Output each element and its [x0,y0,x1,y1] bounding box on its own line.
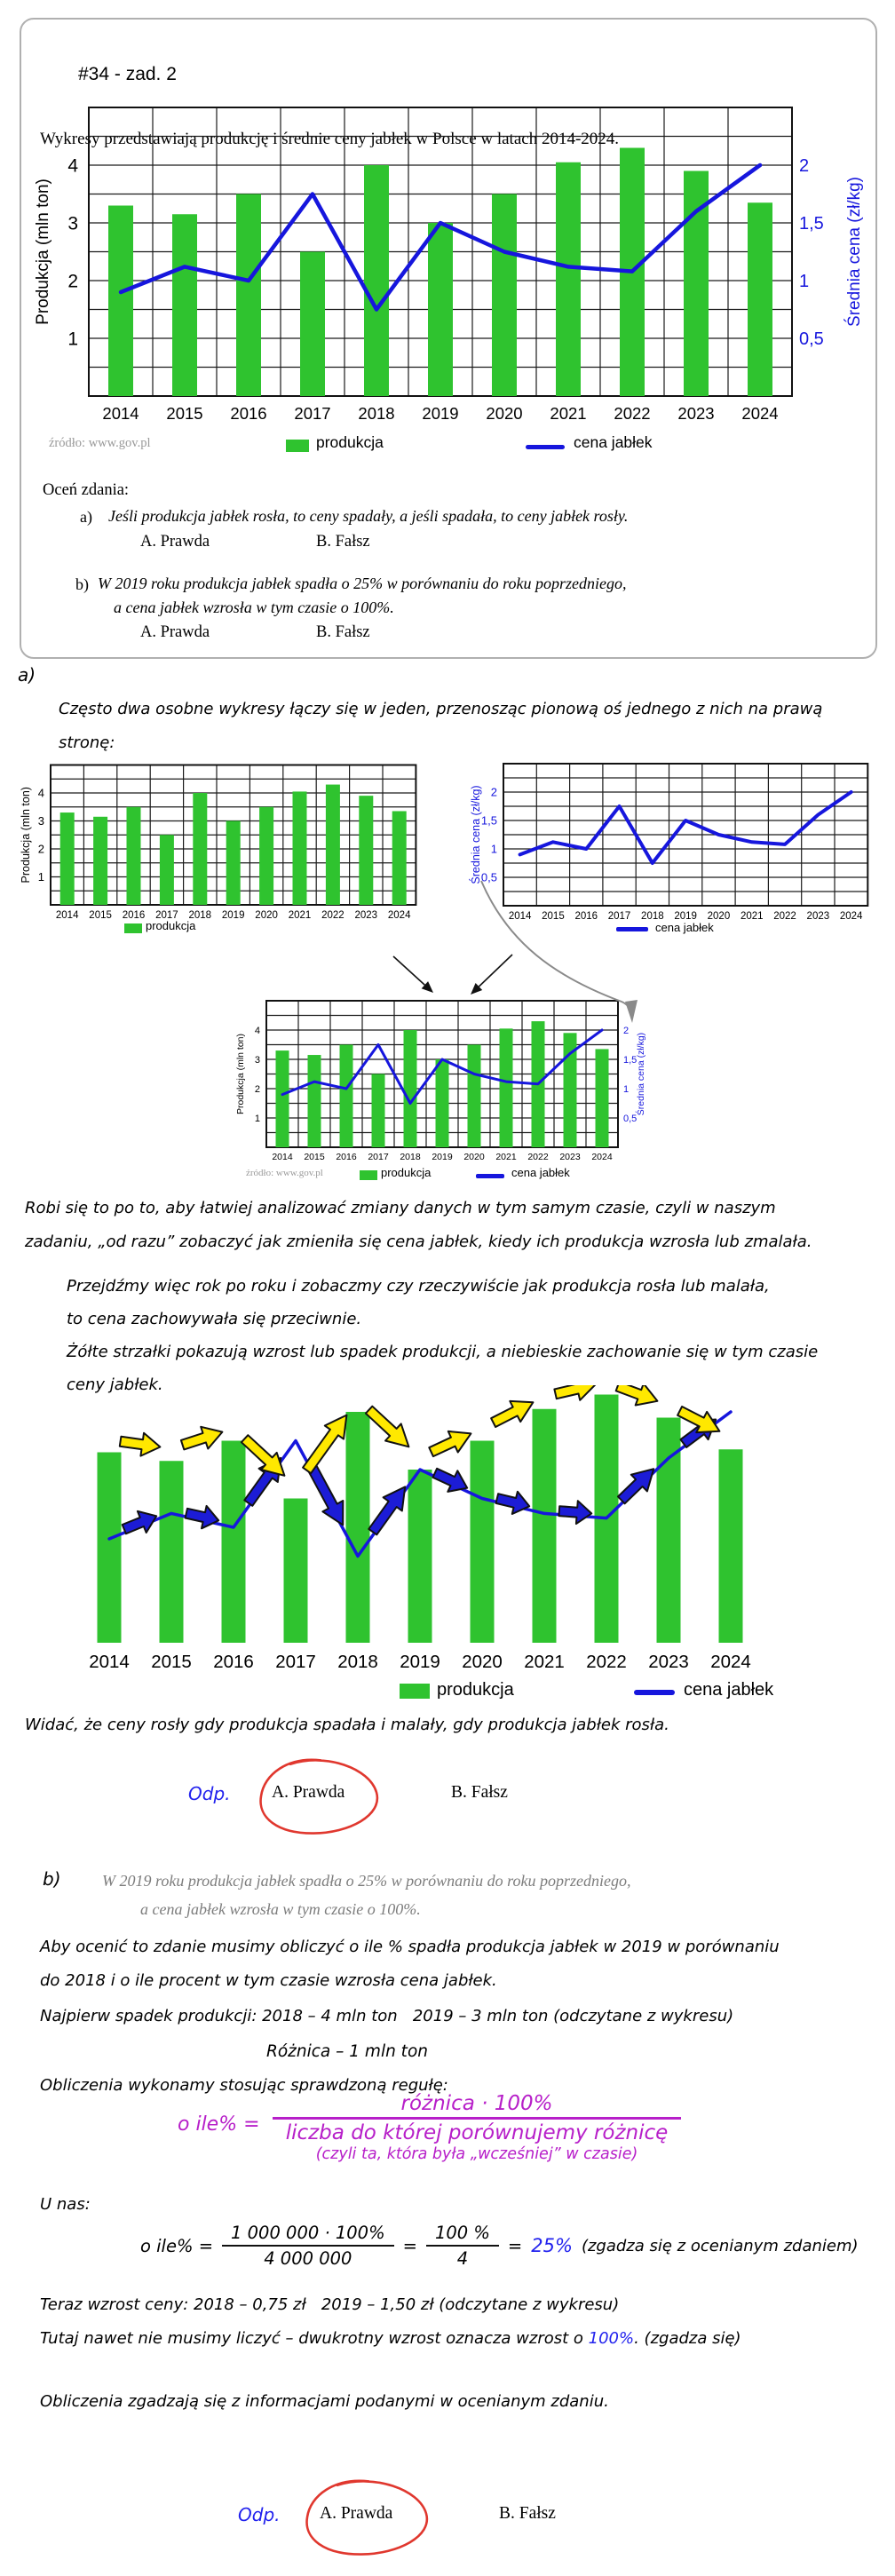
svg-text:0,5: 0,5 [480,870,497,884]
section-a-intro2: stronę: [59,733,115,752]
legend-cena-swatch [634,1690,675,1695]
odp-label: Odp. [238,2504,281,2525]
section-b-nocalc-line [40,2329,741,2348]
svg-text:2021: 2021 [740,911,764,922]
svg-text:2020: 2020 [462,1652,503,1672]
svg-text:2021: 2021 [288,910,312,921]
combined-chart [18,100,884,422]
nocalc-highlight: 100% [588,2329,635,2348]
section-a-step1: Przejdźmy więc rok po roku i zobaczmy czy rzeczywiście jak produkcja rosła lub malała, [67,1277,770,1296]
section-b-price-line: Teraz wzrost ceny: 2018 – 0,75 zł 2019 – 1,50 zł (odczytane z wykresu) [40,2295,620,2314]
svg-text:Produkcja (mln ton): Produkcja (mln ton) [235,1033,246,1115]
answer-a-falsz: B. Fałsz [451,1783,508,1802]
chart-source: źródło: www.gov.pl [49,436,151,450]
nocalc-pre: Tutaj nawet nie musimy liczyć – dwukrotny wzrost oznacza wzrost o [40,2329,589,2348]
svg-text:2020: 2020 [707,911,731,922]
svg-text:Produkcja (mln ton): Produkcja (mln ton) [20,787,32,884]
arrows-chart [67,1385,848,1707]
legend-cena-label: cena jabłek [684,1680,774,1700]
svg-text:2024: 2024 [591,1152,613,1162]
calc-frac2-num: 100 % [426,2223,499,2247]
svg-text:Średnia cena (zł/kg): Średnia cena (zł/kg) [636,1032,646,1116]
svg-text:2018: 2018 [337,1652,378,1672]
legend-cena-swatch [526,445,565,449]
section-a-intro1: Często dwa osobne wykresy łączy się w jeden, przenosząc pionową oś jednego z nich na prawą [59,700,823,718]
legend-produkcja-label: produkcja [437,1680,514,1700]
formula-numerator: różnica · 100% [273,2092,681,2120]
svg-text:1: 1 [490,842,497,856]
calc-frac1-num: 1 000 000 · 100% [222,2223,394,2247]
formula-lhs: o ile% = [178,2113,260,2136]
svg-text:2017: 2017 [155,910,178,921]
svg-text:2: 2 [490,785,497,799]
svg-text:2: 2 [254,1083,260,1095]
svg-text:Średnia cena (zł/kg): Średnia cena (zł/kg) [470,785,482,884]
svg-text:2019: 2019 [400,1652,440,1672]
svg-text:2014: 2014 [102,404,139,422]
svg-text:2016: 2016 [122,910,146,921]
svg-text:1: 1 [254,1113,260,1124]
a-option-prawda: A. Prawda [140,533,210,551]
svg-text:4: 4 [254,1025,260,1036]
section-a-step3: Żółte strzałki pokazują wzrost lub spadek produkcji, a niebieskie zachowanie się w tym czasie [67,1343,819,1361]
svg-text:2014: 2014 [508,911,532,922]
merge-arrow-left [393,956,433,993]
svg-text:3: 3 [254,1054,260,1066]
svg-text:2023: 2023 [559,1152,581,1162]
answer-b-falsz: B. Fałsz [499,2504,556,2523]
svg-text:1: 1 [37,870,44,884]
odp-label: Odp. [188,1783,231,1804]
calc-frac1-den: 4 000 000 [264,2248,352,2269]
legend-cena-label: cena jabłek [511,1166,570,1179]
legend-produkcja-swatch [360,1170,377,1180]
svg-text:2024: 2024 [710,1652,751,1672]
svg-text:0,5: 0,5 [623,1113,638,1124]
price-chart [469,750,886,928]
svg-text:2: 2 [37,842,44,856]
ocen-zdania: Oceń zdania: [43,481,130,499]
svg-text:2021: 2021 [524,1652,565,1672]
svg-text:2023: 2023 [806,911,830,922]
task-title: Wykresy przedstawiają produkcję i średnie ceny jabłek w Polsce w latach 2014-2024. [40,130,620,148]
section-b-unas: U nas: [40,2195,91,2214]
calc-result: 25% [531,2235,573,2256]
svg-text:2021: 2021 [495,1152,517,1162]
legend-cena-swatch [476,1174,504,1178]
svg-text:2022: 2022 [586,1652,627,1672]
calc-note: (zgadza się z ocenianym zdaniem) [581,2236,859,2255]
section-b-quote1: W 2019 roku produkcja jabłek spadła o 25% w porównaniu do roku poprzedniego, [102,1872,631,1890]
svg-text:2020: 2020 [463,1152,485,1162]
svg-text:4: 4 [67,155,78,177]
a-option-falsz: B. Fałsz [316,533,370,551]
chart-source: źródło: www.gov.pl [246,1168,323,1178]
svg-text:2019: 2019 [422,404,459,422]
svg-text:1,5: 1,5 [623,1054,638,1066]
svg-text:2022: 2022 [773,911,796,922]
svg-text:2022: 2022 [527,1152,549,1162]
b-option-falsz: B. Fałsz [316,623,370,641]
svg-text:2017: 2017 [275,1652,316,1672]
legend-produkcja-label: produkcja [381,1166,432,1179]
svg-text:2015: 2015 [89,910,112,921]
svg-text:2023: 2023 [677,404,715,422]
svg-text:1: 1 [67,329,78,350]
svg-text:0,5: 0,5 [799,329,824,349]
section-a-conclusion: Widać, że ceny rosły gdy produkcja spadała i malały, gdy produkcja jabłek rosła. [25,1716,669,1734]
svg-text:2: 2 [623,1025,630,1036]
formula-denominator: liczba do której porównujemy różnicę [285,2121,669,2144]
section-a-step2: to cena zachowywała się przeciwnie. [67,1310,362,1328]
svg-text:2024: 2024 [839,911,863,922]
section-b-label: b) [43,1868,61,1890]
section-a-merged1: Robi się to po to, aby łatwiej analizować zmiany danych w tym samym czasie, czyli w naszym [25,1199,776,1217]
section-a-merged2: zadaniu, „od razu” zobaczyć jak zmieniła się cena jabłek, kiedy ich produkcja wzrosła lub zmalała. [25,1233,812,1251]
svg-text:2015: 2015 [166,404,203,422]
section-a-step4: ceny jabłek. [67,1375,163,1394]
legend-produkcja-label: produkcja [146,919,196,932]
svg-text:2015: 2015 [304,1152,325,1162]
svg-text:3: 3 [37,814,44,828]
svg-text:2018: 2018 [358,404,395,422]
calc-eq2: = [507,2235,523,2256]
a-label: a) [80,508,92,526]
svg-text:1: 1 [799,272,810,291]
svg-text:2019: 2019 [432,1152,453,1162]
answer-a-prawda: A. Prawda [272,1783,345,1802]
formula-note: (czyli ta, która była „wcześniej” w czasie) [315,2145,638,2163]
calc-frac2-den: 4 [456,2248,469,2269]
svg-text:4: 4 [37,786,44,800]
svg-text:2: 2 [67,271,78,292]
svg-text:2014: 2014 [55,910,79,921]
svg-text:1: 1 [623,1083,630,1095]
calc-lhs: o ile% = [140,2235,214,2256]
legend-cena-label: cena jabłek [574,433,653,451]
svg-text:2020: 2020 [486,404,523,422]
svg-text:1,5: 1,5 [480,813,497,828]
legend-cena-swatch [616,927,648,931]
svg-text:2024: 2024 [741,404,779,422]
svg-text:Produkcja (mln ton): Produkcja (mln ton) [34,178,52,325]
svg-text:2017: 2017 [294,404,331,422]
a-statement: Jeśli produkcja jabłek rosła, to ceny spadały, a jeśli spadała, to ceny jabłek rosły. [108,507,629,525]
legend-produkcja-swatch [286,440,309,452]
svg-text:Średnia cena (zł/kg): Średnia cena (zł/kg) [845,177,864,327]
svg-text:2017: 2017 [368,1152,389,1162]
svg-text:2018: 2018 [400,1152,421,1162]
section-b-explain1: Aby ocenić to zdanie musimy obliczyć o ile % spadła produkcja jabłek w 2019 w porównaniu [40,1938,780,1956]
svg-text:2019: 2019 [221,910,245,921]
svg-text:2018: 2018 [641,911,664,922]
b-statement-line2: a cena jabłek wzrosła w tym czasie o 100%. [114,598,394,616]
svg-text:1,5: 1,5 [799,214,824,234]
svg-text:2015: 2015 [151,1652,192,1672]
svg-text:2016: 2016 [230,404,267,422]
merge-arrow-right [471,955,512,995]
legend-produkcja-swatch [400,1684,430,1699]
legend-produkcja-swatch [124,923,142,933]
section-b-explain2: do 2018 i o ile procent w tym czasie wzrosła cena jabłek. [40,1971,497,1990]
svg-text:2021: 2021 [550,404,587,422]
svg-text:2016: 2016 [213,1652,254,1672]
svg-text:3: 3 [67,213,78,234]
svg-text:2020: 2020 [255,910,278,921]
section-b-production-line: Najpierw spadek produkcji: 2018 – 4 mln ton 2019 – 3 mln ton (odczytane z wykresu) [40,2007,734,2025]
svg-text:2023: 2023 [648,1652,689,1672]
answer-b-prawda: A. Prawda [320,2504,393,2523]
task-id: #34 - zad. 2 [78,64,177,84]
svg-text:2: 2 [799,156,810,176]
svg-text:2023: 2023 [354,910,378,921]
section-b-final-line: Obliczenia zgadzają się z informacjami podanymi w ocenianym zdaniu. [40,2392,609,2411]
production-chart [18,750,444,928]
legend-cena-label: cena jabłek [655,921,714,934]
svg-text:2014: 2014 [272,1152,293,1162]
nocalc-post: . (zgadza się) [634,2329,741,2348]
svg-text:2016: 2016 [336,1152,357,1162]
svg-text:2024: 2024 [387,910,411,921]
section-b-quote2: a cena jabłek wzrosła w tym czasie o 100%. [140,1900,421,1918]
b-label: b) [75,575,89,593]
section-b-rule-intro: Obliczenia wykonamy stosując sprawdzoną regułę: [40,2076,448,2095]
section-a-label: a) [18,664,36,686]
svg-text:2016: 2016 [574,911,598,922]
calc-eq1: = [402,2235,417,2256]
b-statement-line1: W 2019 roku produkcja jabłek spadła o 25% w porównaniu do roku poprzedniego, [98,575,627,592]
svg-text:2022: 2022 [614,404,651,422]
svg-text:2015: 2015 [542,911,565,922]
section-b-difference: Różnica – 1 mln ton [266,2042,428,2061]
calculation-row [140,2216,859,2275]
svg-text:2022: 2022 [321,910,345,921]
legend-produkcja-label: produkcja [316,433,384,451]
b-option-prawda: A. Prawda [140,623,210,641]
formula-fraction [273,2092,681,2163]
svg-text:2018: 2018 [188,910,212,921]
svg-text:2019: 2019 [674,911,697,922]
svg-text:2014: 2014 [89,1652,130,1672]
merged-chart [226,995,670,1185]
svg-text:2017: 2017 [607,911,631,922]
